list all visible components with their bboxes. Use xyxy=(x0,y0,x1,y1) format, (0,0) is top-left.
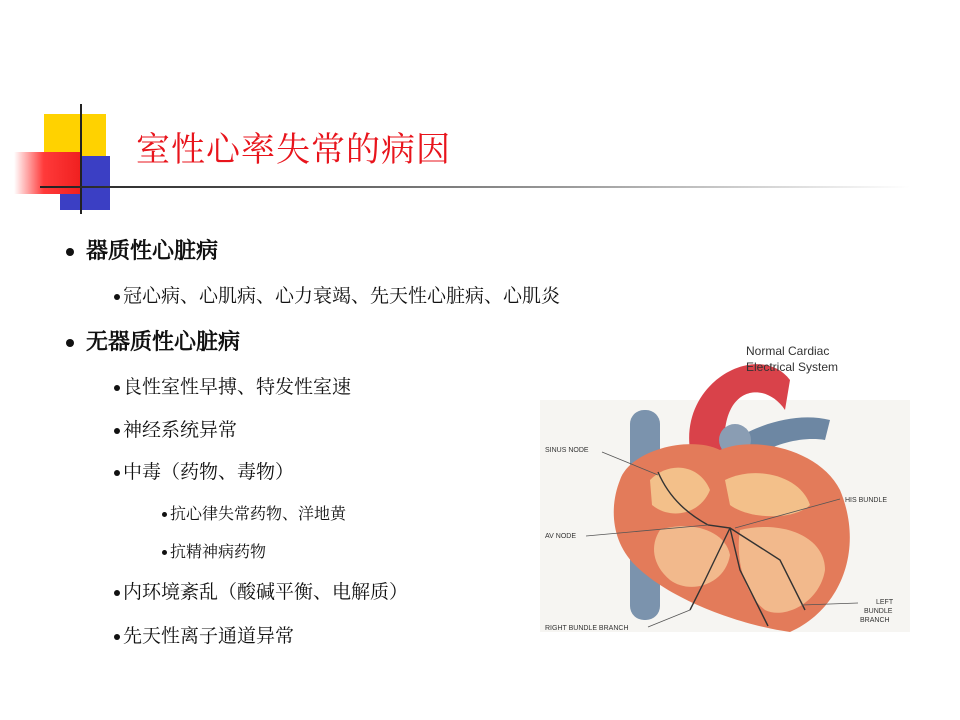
bullet-text: 抗精神病药物 xyxy=(170,542,267,561)
bullet-text: 抗心律失常药物、洋地黄 xyxy=(170,504,347,523)
bullet-level2 xyxy=(114,372,351,399)
label-left-bundle-3: BRANCH xyxy=(860,617,890,624)
bullet-dot-icon xyxy=(162,550,167,555)
bullet-dot-icon xyxy=(114,294,120,300)
label-sinus-node: SINUS NODE xyxy=(545,447,589,454)
bullet-level2 xyxy=(114,577,408,604)
label-left-bundle-1: LEFT xyxy=(876,599,894,606)
bullet-level1 xyxy=(66,325,240,356)
bullet-dot-icon xyxy=(114,428,120,434)
label-his-bundle: HIS BUNDLE xyxy=(845,497,888,504)
bullet-dot-icon xyxy=(66,248,74,256)
bullet-text: 冠心病、心肌病、心力衰竭、先天性心脏病、心肌炎 xyxy=(123,285,561,307)
bullet-level2 xyxy=(114,281,560,308)
bullet-dot-icon xyxy=(114,470,120,476)
bullet-text: 先天性离子通道异常 xyxy=(123,625,295,647)
bullet-dot-icon xyxy=(66,339,74,347)
bullet-level2 xyxy=(114,415,237,442)
bullet-level3 xyxy=(162,539,266,562)
bullet-dot-icon xyxy=(114,590,120,596)
bullet-text: 中毒（药物、毒物） xyxy=(123,461,295,483)
bullet-level2 xyxy=(114,457,294,484)
bullet-text: 内环境紊乱（酸碱平衡、电解质） xyxy=(123,581,409,603)
bullet-text: 器质性心脏病 xyxy=(86,239,219,264)
diagram-title-line2: Electrical System xyxy=(746,360,839,374)
bullet-text: 无器质性心脏病 xyxy=(86,330,241,355)
label-right-bundle: RIGHT BUNDLE BRANCH xyxy=(545,625,629,632)
bullet-dot-icon xyxy=(114,634,120,640)
bullet-dot-icon xyxy=(114,385,120,391)
label-av-node: AV NODE xyxy=(545,533,576,540)
bullet-level1 xyxy=(66,234,218,265)
bullet-level2 xyxy=(114,621,294,648)
slide-title: 室性心率失常的病因 xyxy=(136,130,451,170)
heart-conduction-diagram xyxy=(540,340,910,640)
diagram-title-line1: Normal Cardiac xyxy=(746,344,830,358)
label-left-bundle-2: BUNDLE xyxy=(864,608,893,615)
bullet-dot-icon xyxy=(162,512,167,517)
bullet-text: 神经系统异常 xyxy=(123,419,238,441)
decor-vertical-line xyxy=(80,104,82,214)
bullet-level3 xyxy=(162,501,346,524)
decor-horizontal-rule xyxy=(40,186,910,188)
bullet-text: 良性室性早搏、特发性室速 xyxy=(123,376,352,398)
